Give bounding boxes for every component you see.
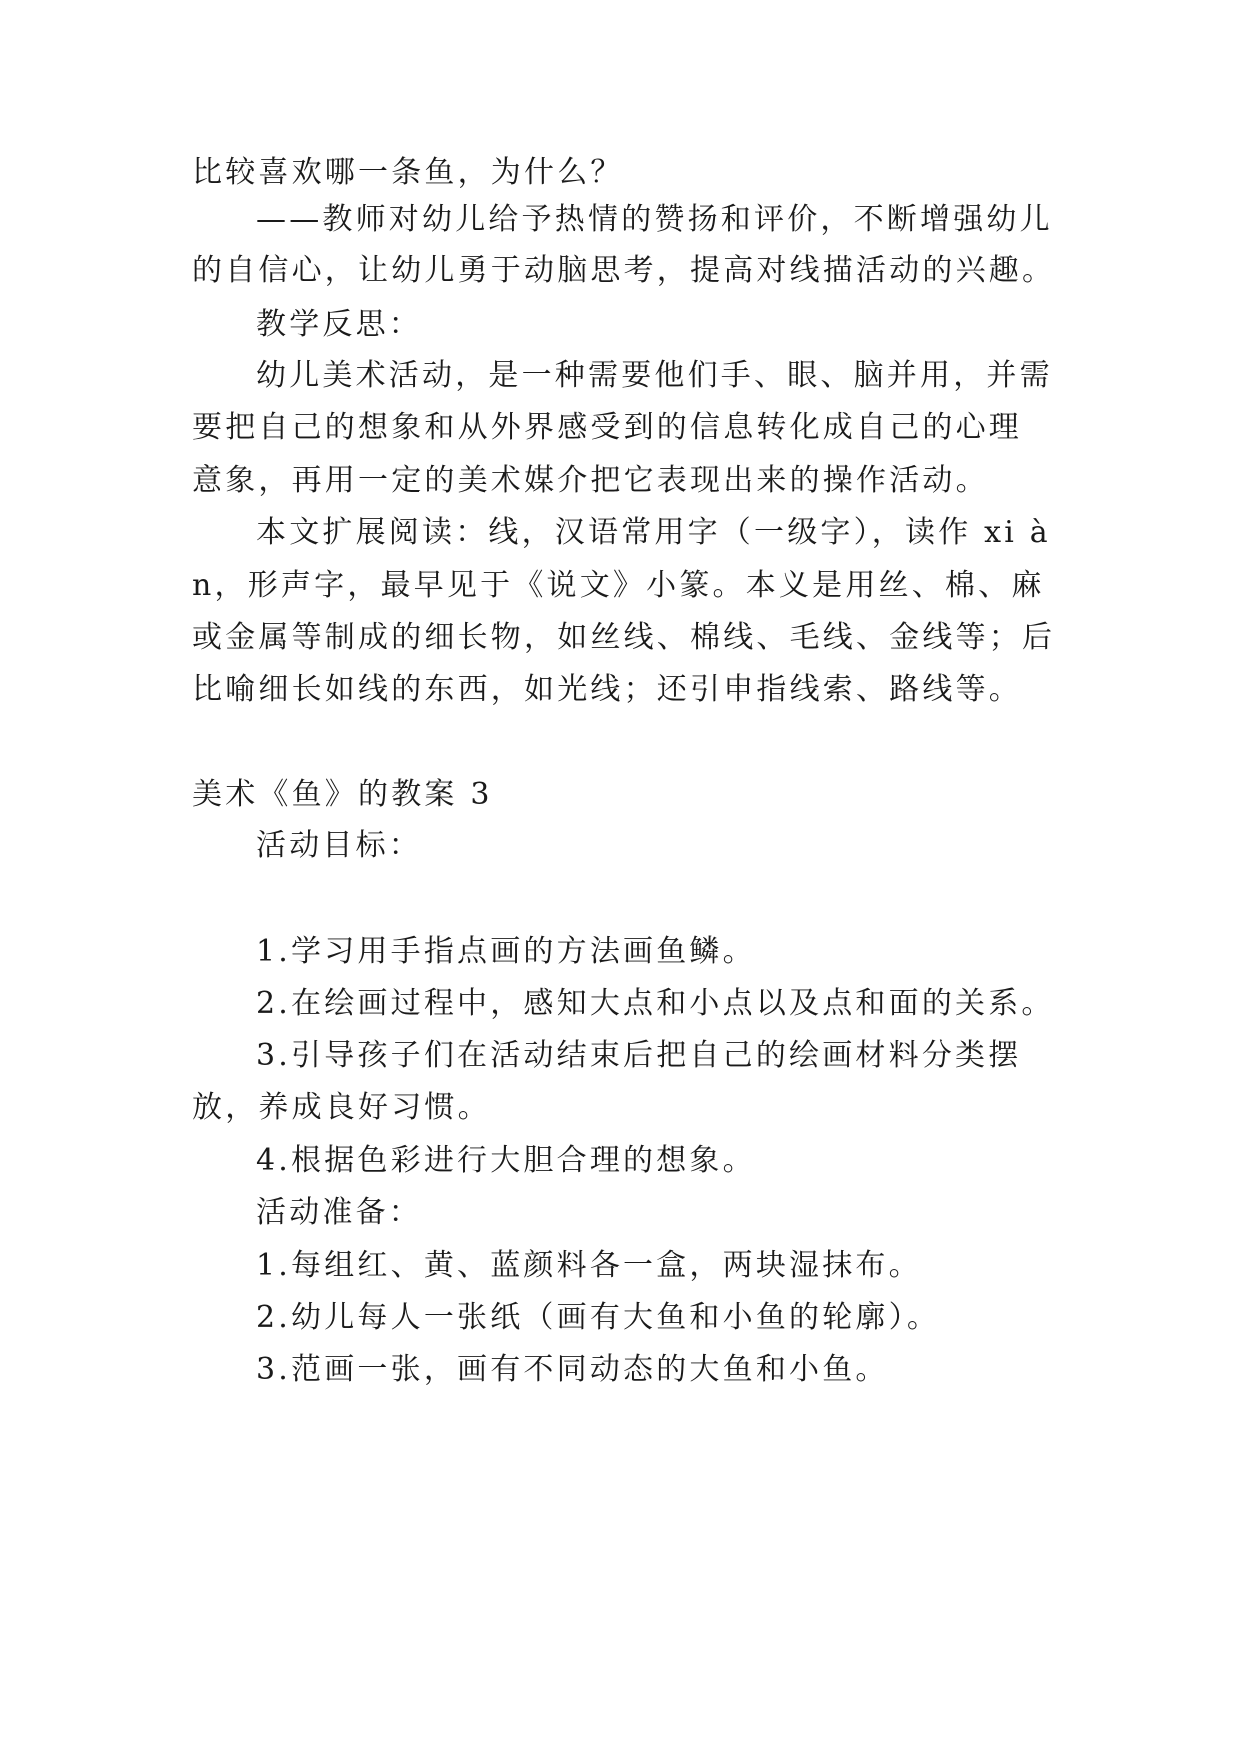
list-item: 2.在绘画过程中，感知大点和小点以及点和面的关系。 <box>256 986 1055 1021</box>
text-line: ——教师对幼儿给予热情的赞扬和评价，不断增强幼儿 <box>256 202 1053 237</box>
list-item: 3.范画一张，画有不同动态的大鱼和小鱼。 <box>256 1352 889 1387</box>
list-item: 1.学习用手指点画的方法画鱼鳞。 <box>256 934 756 969</box>
list-item-continuation: 放，养成良好习惯。 <box>192 1090 491 1125</box>
text-line: 幼儿美术活动，是一种需要他们手、眼、脑并用，并需 <box>256 358 1053 393</box>
text-line: 本文扩展阅读：线，汉语常用字（一级字），读作 xi à <box>256 515 1051 550</box>
list-item: 2.幼儿每人一张纸（画有大鱼和小鱼的轮廓）。 <box>256 1300 941 1335</box>
text-line: 或金属等制成的细长物，如丝线、棉线、毛线、金线等；后 <box>192 620 1056 655</box>
document-title: 美术《鱼》的教案 3 <box>192 777 493 812</box>
text-line: 的自信心，让幼儿勇于动脑思考，提高对线描活动的兴趣。 <box>192 253 1056 288</box>
section-heading: 活动目标： <box>256 828 422 863</box>
text-line: n，形声字，最早见于《说文》小篆。本义是用丝、棉、麻 <box>192 568 1045 603</box>
list-item: 3.引导孩子们在活动结束后把自己的绘画材料分类摆 <box>256 1038 1022 1073</box>
text-line: 比喻细长如线的东西，如光线；还引申指线索、路线等。 <box>192 672 1022 707</box>
section-heading: 教学反思： <box>256 307 422 342</box>
section-heading: 活动准备： <box>256 1195 422 1230</box>
text-line: 比较喜欢哪一条鱼，为什么？ <box>192 155 624 190</box>
text-line: 要把自己的想象和从外界感受到的信息转化成自己的心理 <box>192 410 1022 445</box>
text-line: 意象，再用一定的美术媒介把它表现出来的操作活动。 <box>192 463 989 498</box>
list-item: 1.每组红、黄、蓝颜料各一盒，两块湿抹布。 <box>256 1248 922 1283</box>
list-item: 4.根据色彩进行大胆合理的想象。 <box>256 1143 756 1178</box>
